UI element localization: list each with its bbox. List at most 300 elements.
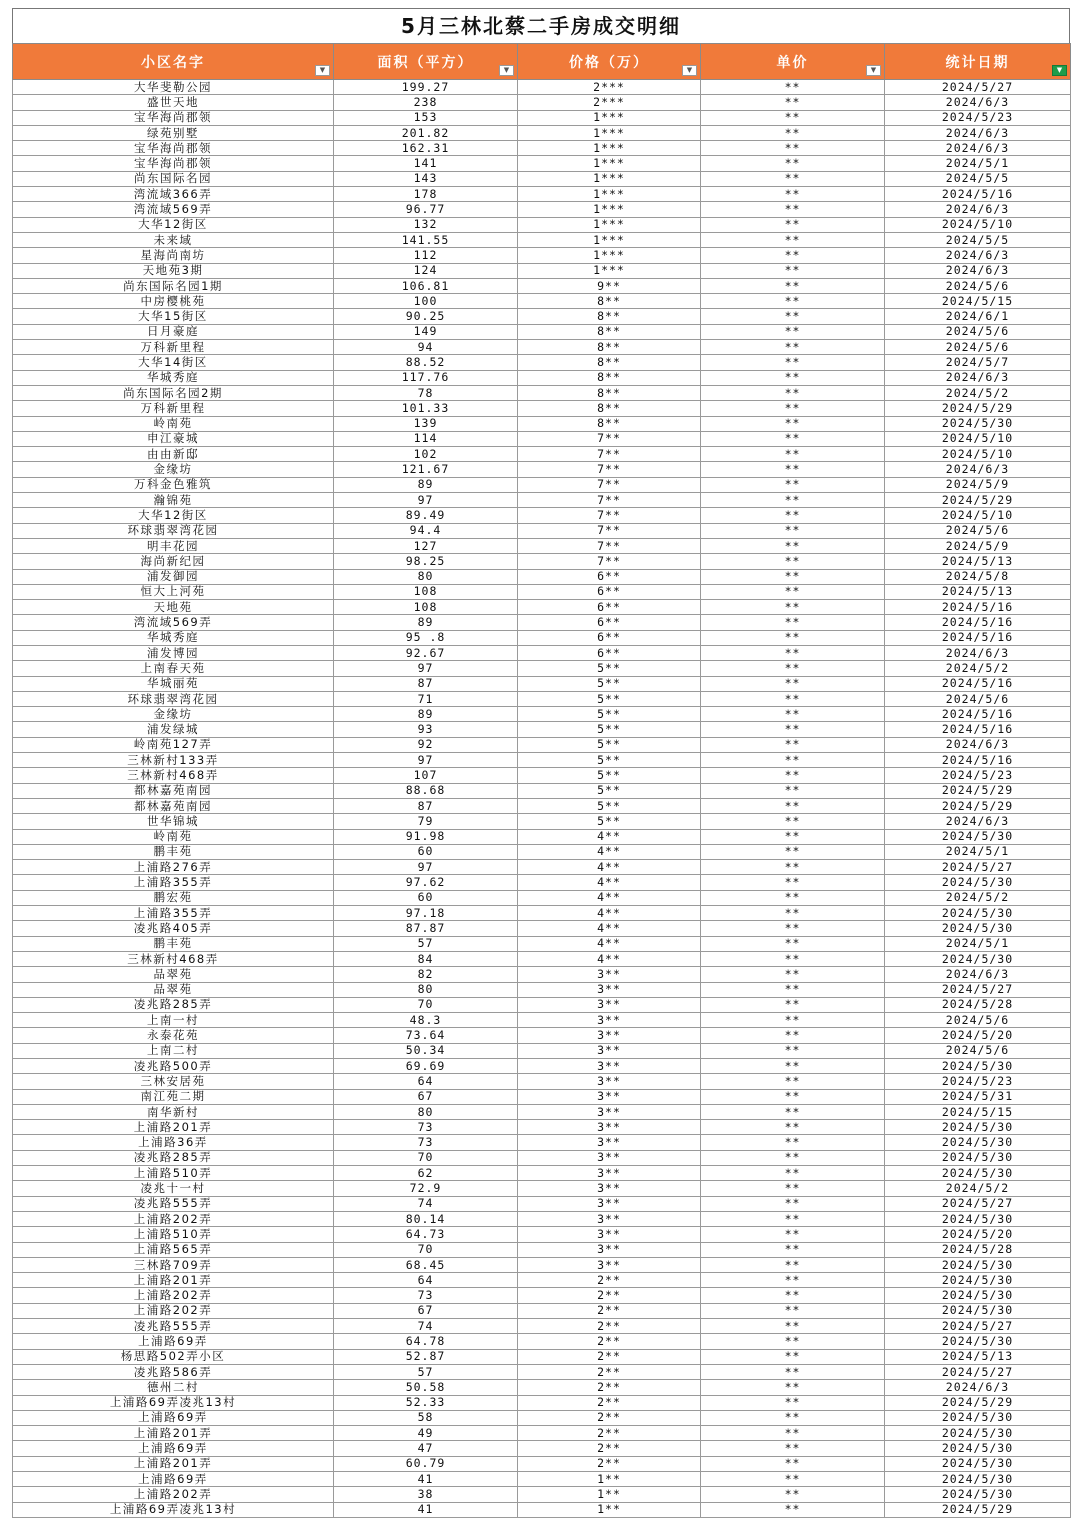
cell-unit-price: ** — [701, 921, 885, 936]
cell-community-name: 金缘坊 — [13, 707, 334, 722]
cell-area: 87 — [334, 676, 518, 691]
cell-price: 3** — [518, 967, 701, 982]
cell-area: 98.25 — [334, 554, 518, 569]
table-row — [13, 798, 1071, 813]
cell-area: 41 — [334, 1502, 518, 1517]
cell-community-name: 凌兆路285弄 — [13, 1150, 334, 1165]
cell-community-name: 上南二村 — [13, 1043, 334, 1058]
cell-unit-price: ** — [701, 263, 885, 278]
cell-unit-price: ** — [701, 1181, 885, 1196]
cell-price: 7** — [518, 477, 701, 492]
table-row — [13, 722, 1071, 737]
cell-unit-price: ** — [701, 1120, 885, 1135]
cell-date: 2024/6/3 — [885, 737, 1071, 752]
cell-community-name: 宝华海尚郡领 — [13, 156, 334, 171]
cell-area: 57 — [334, 936, 518, 951]
cell-date: 2024/5/29 — [885, 493, 1071, 508]
cell-price: 3** — [518, 1166, 701, 1181]
table-row — [13, 1013, 1071, 1028]
cell-area: 92.67 — [334, 645, 518, 660]
cell-unit-price: ** — [701, 508, 885, 523]
cell-price: 4** — [518, 829, 701, 844]
table-row — [13, 936, 1071, 951]
filter-dropdown-icon[interactable]: ▼ — [866, 65, 881, 76]
cell-price: 2** — [518, 1426, 701, 1441]
cell-price: 8** — [518, 385, 701, 400]
cell-unit-price: ** — [701, 814, 885, 829]
cell-unit-price: ** — [701, 355, 885, 370]
cell-area: 97.62 — [334, 875, 518, 890]
cell-area: 50.34 — [334, 1043, 518, 1058]
cell-date: 2024/5/13 — [885, 584, 1071, 599]
cell-unit-price: ** — [701, 278, 885, 293]
table-row — [13, 1242, 1071, 1257]
cell-community-name: 上浦路69弄 — [13, 1410, 334, 1425]
cell-price: 1*** — [518, 171, 701, 186]
table-row — [13, 875, 1071, 890]
cell-community-name: 湾流域569弄 — [13, 615, 334, 630]
cell-date: 2024/5/30 — [885, 1166, 1071, 1181]
cell-community-name: 万科金色雅筑 — [13, 477, 334, 492]
cell-price: 5** — [518, 783, 701, 798]
cell-unit-price: ** — [701, 875, 885, 890]
cell-date: 2024/5/30 — [885, 416, 1071, 431]
cell-date: 2024/5/27 — [885, 80, 1071, 95]
cell-area: 79 — [334, 814, 518, 829]
cell-community-name: 环球翡翠湾花园 — [13, 523, 334, 538]
table-row — [13, 1211, 1071, 1226]
cell-unit-price: ** — [701, 80, 885, 95]
cell-community-name: 都林嘉苑南园 — [13, 783, 334, 798]
cell-area: 162.31 — [334, 141, 518, 156]
table-row — [13, 860, 1071, 875]
cell-area: 91.98 — [334, 829, 518, 844]
cell-date: 2024/5/28 — [885, 1242, 1071, 1257]
cell-area: 97.18 — [334, 906, 518, 921]
cell-price: 3** — [518, 1028, 701, 1043]
cell-community-name: 上浦路202弄 — [13, 1303, 334, 1318]
cell-community-name: 三林新村468弄 — [13, 768, 334, 783]
cell-price: 9** — [518, 278, 701, 293]
cell-unit-price: ** — [701, 1349, 885, 1364]
cell-community-name: 岭南苑 — [13, 829, 334, 844]
cell-price: 5** — [518, 691, 701, 706]
cell-community-name: 天地苑3期 — [13, 263, 334, 278]
cell-price: 1*** — [518, 141, 701, 156]
cell-unit-price: ** — [701, 1074, 885, 1089]
cell-price: 1*** — [518, 125, 701, 140]
cell-price: 2** — [518, 1288, 701, 1303]
cell-unit-price: ** — [701, 1288, 885, 1303]
cell-area: 74 — [334, 1196, 518, 1211]
table-row — [13, 171, 1071, 186]
cell-area: 95 .8 — [334, 630, 518, 645]
cell-price: 5** — [518, 768, 701, 783]
cell-area: 124 — [334, 263, 518, 278]
cell-community-name: 上浦路565弄 — [13, 1242, 334, 1257]
cell-date: 2024/5/30 — [885, 1426, 1071, 1441]
cell-price: 4** — [518, 906, 701, 921]
cell-area: 100 — [334, 294, 518, 309]
cell-unit-price: ** — [701, 493, 885, 508]
cell-price: 6** — [518, 600, 701, 615]
cell-unit-price: ** — [701, 1104, 885, 1119]
cell-price: 3** — [518, 1089, 701, 1104]
cell-area: 101.33 — [334, 401, 518, 416]
cell-unit-price: ** — [701, 187, 885, 202]
cell-community-name: 华城丽苑 — [13, 676, 334, 691]
cell-date: 2024/5/13 — [885, 554, 1071, 569]
cell-community-name: 浦发博园 — [13, 645, 334, 660]
cell-area: 149 — [334, 324, 518, 339]
filter-dropdown-icon[interactable]: ▼ — [499, 65, 514, 76]
cell-community-name: 上浦路276弄 — [13, 860, 334, 875]
cell-price: 2*** — [518, 80, 701, 95]
cell-date: 2024/5/6 — [885, 1043, 1071, 1058]
cell-community-name: 尚东国际名园2期 — [13, 385, 334, 400]
table-row — [13, 768, 1071, 783]
cell-unit-price: ** — [701, 340, 885, 355]
cell-community-name: 上浦路202弄 — [13, 1487, 334, 1502]
table-row — [13, 600, 1071, 615]
table-row — [13, 1364, 1071, 1379]
header-label: 小区名字 — [141, 54, 205, 71]
cell-price: 3** — [518, 1211, 701, 1226]
cell-price: 2** — [518, 1456, 701, 1471]
cell-community-name: 上浦路36弄 — [13, 1135, 334, 1150]
table-row — [13, 248, 1071, 263]
cell-price: 4** — [518, 860, 701, 875]
cell-community-name: 上南一村 — [13, 1013, 334, 1028]
cell-unit-price: ** — [701, 1426, 885, 1441]
cell-area: 238 — [334, 95, 518, 110]
cell-date: 2024/5/2 — [885, 1181, 1071, 1196]
cell-date: 2024/5/15 — [885, 294, 1071, 309]
cell-community-name: 未来域 — [13, 232, 334, 247]
cell-unit-price: ** — [701, 1043, 885, 1058]
cell-price: 8** — [518, 370, 701, 385]
cell-date: 2024/5/29 — [885, 783, 1071, 798]
cell-community-name: 万科新里程 — [13, 340, 334, 355]
cell-area: 89 — [334, 707, 518, 722]
cell-community-name: 南华新村 — [13, 1104, 334, 1119]
cell-area: 78 — [334, 385, 518, 400]
cell-unit-price: ** — [701, 737, 885, 752]
cell-date: 2024/5/27 — [885, 1319, 1071, 1334]
cell-date: 2024/5/28 — [885, 997, 1071, 1012]
cell-price: 8** — [518, 309, 701, 324]
table-row — [13, 1456, 1071, 1471]
cell-unit-price: ** — [701, 1013, 885, 1028]
cell-date: 2024/6/3 — [885, 814, 1071, 829]
cell-community-name: 尚东国际名园1期 — [13, 278, 334, 293]
cell-date: 2024/5/1 — [885, 156, 1071, 171]
table-row — [13, 1135, 1071, 1150]
cell-date: 2024/6/3 — [885, 248, 1071, 263]
cell-unit-price: ** — [701, 1395, 885, 1410]
cell-area: 89 — [334, 477, 518, 492]
table-row — [13, 1120, 1071, 1135]
cell-area: 72.9 — [334, 1181, 518, 1196]
table-row — [13, 1257, 1071, 1272]
cell-price: 3** — [518, 1227, 701, 1242]
table-row — [13, 447, 1071, 462]
cell-date: 2024/5/30 — [885, 1273, 1071, 1288]
cell-unit-price: ** — [701, 1211, 885, 1226]
table-row — [13, 416, 1071, 431]
filter-dropdown-icon[interactable]: ▼ — [315, 65, 330, 76]
cell-area: 47 — [334, 1441, 518, 1456]
cell-date: 2024/6/3 — [885, 1380, 1071, 1395]
cell-community-name: 凌兆路555弄 — [13, 1196, 334, 1211]
cell-community-name: 尚东国际名园 — [13, 171, 334, 186]
table-row — [13, 661, 1071, 676]
cell-community-name: 上浦路69弄凌兆13村 — [13, 1502, 334, 1517]
table-row — [13, 1181, 1071, 1196]
cell-area: 71 — [334, 691, 518, 706]
cell-area: 80 — [334, 982, 518, 997]
table-row — [13, 324, 1071, 339]
cell-date: 2024/5/10 — [885, 447, 1071, 462]
cell-price: 3** — [518, 1135, 701, 1150]
cell-community-name: 都林嘉苑南园 — [13, 798, 334, 813]
cell-unit-price: ** — [701, 936, 885, 951]
sheet-title: 5月三林北蔡二手房成交明细 — [12, 8, 1070, 43]
cell-price: 2** — [518, 1273, 701, 1288]
cell-date: 2024/5/27 — [885, 1364, 1071, 1379]
header-label: 面积（平方） — [377, 54, 474, 71]
table-row — [13, 217, 1071, 232]
cell-date: 2024/5/29 — [885, 798, 1071, 813]
cell-unit-price: ** — [701, 707, 885, 722]
cell-area: 41 — [334, 1472, 518, 1487]
cell-area: 58 — [334, 1410, 518, 1425]
cell-community-name: 华城秀庭 — [13, 370, 334, 385]
cell-unit-price: ** — [701, 217, 885, 232]
table-row — [13, 997, 1071, 1012]
cell-date: 2024/5/7 — [885, 355, 1071, 370]
cell-area: 70 — [334, 997, 518, 1012]
header-price — [518, 44, 701, 80]
cell-area: 87.87 — [334, 921, 518, 936]
cell-date: 2024/5/2 — [885, 890, 1071, 905]
cell-date: 2024/6/3 — [885, 370, 1071, 385]
cell-area: 97 — [334, 860, 518, 875]
cell-community-name: 上浦路69弄 — [13, 1441, 334, 1456]
cell-area: 89.49 — [334, 508, 518, 523]
cell-date: 2024/5/30 — [885, 1120, 1071, 1135]
table-row — [13, 141, 1071, 156]
cell-area: 117.76 — [334, 370, 518, 385]
table-row — [13, 1227, 1071, 1242]
cell-unit-price: ** — [701, 1303, 885, 1318]
cell-price: 3** — [518, 1074, 701, 1089]
cell-unit-price: ** — [701, 951, 885, 966]
cell-area: 60 — [334, 844, 518, 859]
cell-date: 2024/5/30 — [885, 1410, 1071, 1425]
cell-community-name: 上浦路69弄 — [13, 1334, 334, 1349]
cell-date: 2024/5/16 — [885, 600, 1071, 615]
cell-area: 92 — [334, 737, 518, 752]
cell-date: 2024/5/30 — [885, 1487, 1071, 1502]
cell-price: 3** — [518, 1196, 701, 1211]
cell-area: 94 — [334, 340, 518, 355]
cell-price: 4** — [518, 951, 701, 966]
cell-community-name: 盛世天地 — [13, 95, 334, 110]
cell-area: 67 — [334, 1089, 518, 1104]
cell-unit-price: ** — [701, 844, 885, 859]
cell-price: 3** — [518, 997, 701, 1012]
table-row — [13, 1502, 1071, 1517]
cell-price: 1*** — [518, 110, 701, 125]
cell-unit-price: ** — [701, 1028, 885, 1043]
cell-date: 2024/5/10 — [885, 431, 1071, 446]
cell-unit-price: ** — [701, 967, 885, 982]
cell-community-name: 上南春天苑 — [13, 661, 334, 676]
cell-price: 2*** — [518, 95, 701, 110]
cell-area: 70 — [334, 1150, 518, 1165]
table-row — [13, 890, 1071, 905]
cell-unit-price: ** — [701, 1456, 885, 1471]
cell-price: 2** — [518, 1395, 701, 1410]
cell-area: 50.58 — [334, 1380, 518, 1395]
cell-date: 2024/5/2 — [885, 385, 1071, 400]
cell-date: 2024/6/3 — [885, 263, 1071, 278]
table-row — [13, 493, 1071, 508]
cell-community-name: 岭南苑 — [13, 416, 334, 431]
cell-community-name: 上浦路202弄 — [13, 1288, 334, 1303]
table-row — [13, 569, 1071, 584]
table-row — [13, 783, 1071, 798]
cell-area: 73.64 — [334, 1028, 518, 1043]
cell-price: 7** — [518, 447, 701, 462]
cell-unit-price: ** — [701, 753, 885, 768]
cell-price: 7** — [518, 523, 701, 538]
cell-price: 8** — [518, 401, 701, 416]
cell-unit-price: ** — [701, 783, 885, 798]
cell-price: 4** — [518, 936, 701, 951]
table-row — [13, 1410, 1071, 1425]
cell-community-name: 湾流域569弄 — [13, 202, 334, 217]
cell-area: 48.3 — [334, 1013, 518, 1028]
cell-price: 6** — [518, 615, 701, 630]
cell-date: 2024/6/3 — [885, 202, 1071, 217]
cell-price: 1*** — [518, 232, 701, 247]
table-row — [13, 554, 1071, 569]
cell-community-name: 浦发绿城 — [13, 722, 334, 737]
cell-unit-price: ** — [701, 661, 885, 676]
cell-date: 2024/5/30 — [885, 1303, 1071, 1318]
cell-unit-price: ** — [701, 232, 885, 247]
cell-price: 2** — [518, 1303, 701, 1318]
cell-community-name: 大华15街区 — [13, 309, 334, 324]
table-row — [13, 1074, 1071, 1089]
cell-unit-price: ** — [701, 1196, 885, 1211]
cell-community-name: 上浦路69弄凌兆13村 — [13, 1395, 334, 1410]
cell-area: 80 — [334, 1104, 518, 1119]
cell-area: 64 — [334, 1273, 518, 1288]
cell-date: 2024/5/23 — [885, 110, 1071, 125]
cell-date: 2024/5/16 — [885, 187, 1071, 202]
cell-price: 1*** — [518, 248, 701, 263]
cell-unit-price: ** — [701, 1502, 885, 1517]
cell-price: 7** — [518, 493, 701, 508]
cell-date: 2024/5/16 — [885, 753, 1071, 768]
cell-community-name: 明丰花园 — [13, 538, 334, 553]
cell-area: 64.78 — [334, 1334, 518, 1349]
table-row — [13, 676, 1071, 691]
cell-price: 3** — [518, 1104, 701, 1119]
cell-community-name: 申江豪城 — [13, 431, 334, 446]
cell-date: 2024/5/6 — [885, 278, 1071, 293]
table-row — [13, 1273, 1071, 1288]
table-row — [13, 615, 1071, 630]
spreadsheet — [12, 8, 1070, 1518]
table-row — [13, 401, 1071, 416]
cell-date: 2024/6/3 — [885, 141, 1071, 156]
cell-community-name: 金缘坊 — [13, 462, 334, 477]
cell-unit-price: ** — [701, 691, 885, 706]
cell-unit-price: ** — [701, 569, 885, 584]
table-row — [13, 95, 1071, 110]
filter-dropdown-icon[interactable]: ▼ — [682, 65, 697, 76]
cell-community-name: 品翠苑 — [13, 967, 334, 982]
cell-community-name: 大华14街区 — [13, 355, 334, 370]
cell-date: 2024/5/9 — [885, 538, 1071, 553]
cell-community-name: 三林新村133弄 — [13, 753, 334, 768]
table-row — [13, 187, 1071, 202]
table-row — [13, 753, 1071, 768]
cell-community-name: 恒大上河苑 — [13, 584, 334, 599]
cell-area: 112 — [334, 248, 518, 263]
cell-unit-price: ** — [701, 202, 885, 217]
cell-price: 5** — [518, 661, 701, 676]
filter-sort-active-icon[interactable]: ▼ — [1052, 65, 1067, 76]
cell-area: 141 — [334, 156, 518, 171]
cell-unit-price: ** — [701, 416, 885, 431]
table-row — [13, 584, 1071, 599]
cell-date: 2024/5/16 — [885, 722, 1071, 737]
cell-date: 2024/5/16 — [885, 707, 1071, 722]
cell-unit-price: ** — [701, 462, 885, 477]
cell-area: 127 — [334, 538, 518, 553]
table-row — [13, 370, 1071, 385]
header-community-name — [13, 44, 334, 80]
cell-price: 2** — [518, 1334, 701, 1349]
table-row — [13, 355, 1071, 370]
cell-date: 2024/5/16 — [885, 676, 1071, 691]
cell-area: 199.27 — [334, 80, 518, 95]
cell-date: 2024/5/6 — [885, 340, 1071, 355]
cell-date: 2024/5/23 — [885, 1074, 1071, 1089]
cell-price: 5** — [518, 737, 701, 752]
cell-unit-price: ** — [701, 798, 885, 813]
cell-community-name: 大华12街区 — [13, 508, 334, 523]
cell-area: 107 — [334, 768, 518, 783]
cell-community-name: 万科新里程 — [13, 401, 334, 416]
cell-area: 94.4 — [334, 523, 518, 538]
table-row — [13, 906, 1071, 921]
cell-unit-price: ** — [701, 294, 885, 309]
transaction-table — [12, 43, 1071, 1518]
cell-date: 2024/6/3 — [885, 645, 1071, 660]
cell-area: 97 — [334, 661, 518, 676]
cell-price: 2** — [518, 1349, 701, 1364]
cell-date: 2024/5/30 — [885, 1334, 1071, 1349]
cell-price: 2** — [518, 1364, 701, 1379]
table-row — [13, 538, 1071, 553]
cell-date: 2024/5/30 — [885, 906, 1071, 921]
